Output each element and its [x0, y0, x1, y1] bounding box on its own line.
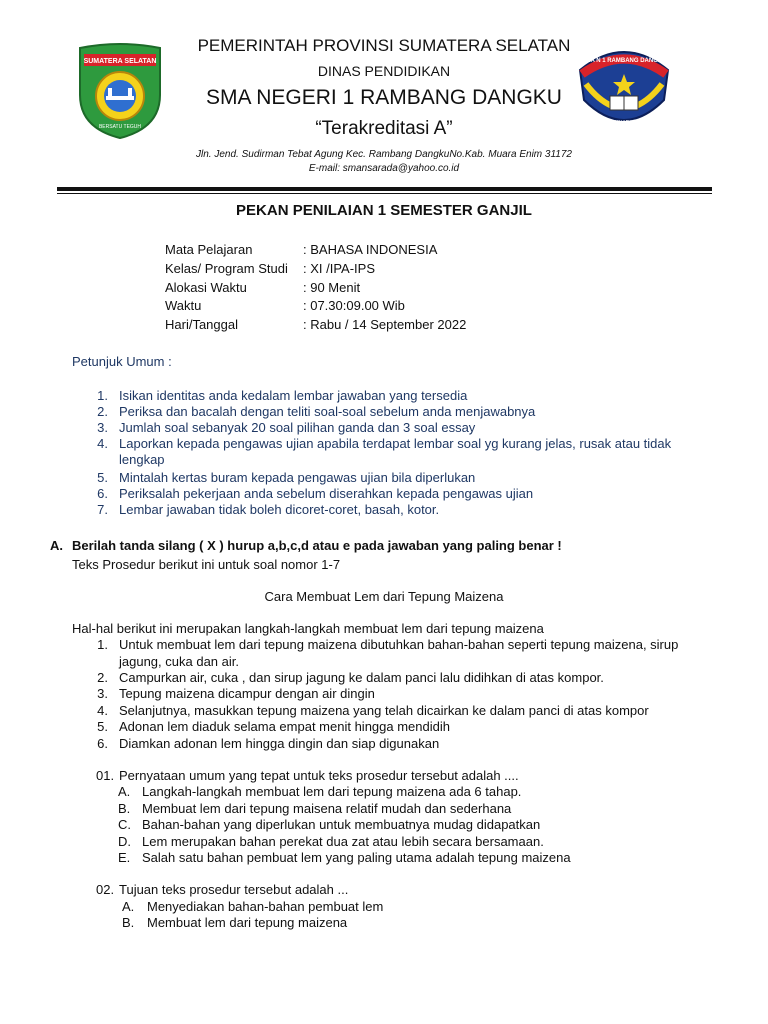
step-number: 4. [97, 703, 108, 718]
step-text: Selanjutnya, masukkan tepung maizena yang telah dicairkan ke dalam panci di atas kompor [119, 703, 649, 718]
step-text: Untuk membuat lem dari tepung maizena dibutuhkan bahan-bahan seperti tepung maizena, sirup [119, 637, 679, 652]
option-text[interactable]: Membuat lem dari tepung maizena [147, 915, 348, 930]
option-text[interactable]: Lem merupakan bahan perekat dua zat atau lebih secara bersamaan. [142, 834, 544, 849]
instruction-number: 3. [97, 420, 108, 435]
instruction-number: 4. [97, 436, 108, 451]
passage-title: Cara Membuat Lem dari Tepung Maizena [264, 589, 504, 604]
option-text[interactable]: Menyediakan bahan-bahan pembuat lem [147, 899, 384, 914]
info-value-date: : Rabu / 14 September 2022 [303, 317, 467, 332]
section-a-subtext: Teks Prosedur berikut ini untuk soal nomor 1-7 [72, 557, 341, 572]
option-letter[interactable]: B. [118, 801, 131, 816]
instruction-text-continued: lengkap [119, 452, 165, 467]
question-number: 02. [96, 882, 115, 897]
instructions-heading: Petunjuk Umum : [72, 354, 172, 369]
instruction-number: 6. [97, 486, 108, 501]
logo-left-top-text: SUMATERA SELATAN [83, 58, 157, 65]
step-text: Tepung maizena dicampur dengan air dingin [119, 686, 375, 701]
step-number: 6. [97, 736, 108, 751]
header-government: PEMERINTAH PROVINSI SUMATERA SELATAN [197, 36, 571, 55]
option-text[interactable]: Salah satu bahan pembuat lem yang paling utama adalah tepung maizena [142, 850, 571, 865]
instruction-text: Lembar jawaban tidak boleh dicoret-coret, basah, kotor. [119, 502, 440, 517]
info-value-class: : XI /IPA-IPS [303, 261, 376, 276]
header-email: E-mail: smansarada@yahoo.co.id [308, 163, 460, 174]
option-text[interactable]: Bahan-bahan yang diperlukan untuk membuatnya mudag didapatkan [142, 817, 541, 832]
info-value-subject: : BAHASA INDONESIA [303, 242, 438, 257]
info-label-date: Hari/Tanggal [165, 317, 238, 332]
instruction-number: 1. [97, 388, 108, 403]
step-text: Adonan lem diaduk selama empat menit hingga mendidih [119, 719, 450, 734]
step-text: Campurkan air, cuka , dan sirup jagung ke dalam panci lalu didihkan di atas kompor. [119, 670, 604, 685]
option-letter[interactable]: E. [118, 850, 131, 865]
header-divider-thin [57, 193, 712, 194]
instruction-text: Periksalah pekerjaan anda sebelum diserahkan kepada pengawas ujian [119, 486, 534, 501]
section-a-instruction: Berilah tanda silang ( X ) hurup a,b,c,d atau e pada jawaban yang paling benar ! [72, 538, 562, 553]
option-text[interactable]: Membuat lem dari tepung maisena relatif mudah dan sederhana [142, 801, 512, 816]
header-school-name: SMA NEGERI 1 RAMBANG DANGKU [206, 86, 562, 109]
info-label-class: Kelas/ Program Studi [165, 261, 288, 276]
logo-left-bottom-text: BERSATU TEGUH [98, 124, 142, 130]
info-label-duration: Alokasi Waktu [165, 280, 247, 295]
info-label-subject: Mata Pelajaran [165, 242, 253, 257]
passage-intro: Hal-hal berikut ini merupakan langkah-langkah membuat lem dari tepung maizena [72, 621, 544, 636]
instruction-text: Laporkan kepada pengawas ujian apabila terdapat lembar soal yg kurang jelas, rusak atau tidak [119, 436, 672, 451]
step-number: 3. [97, 686, 108, 701]
option-letter[interactable]: A. [118, 784, 131, 799]
header-department: DINAS PENDIDIKAN [317, 63, 451, 79]
step-text-continued: jagung, cuka dan air. [119, 654, 239, 669]
instruction-number: 7. [97, 502, 108, 517]
option-letter[interactable]: B. [122, 915, 135, 930]
header-address: Jln. Jend. Sudirman Tebat Agung Kec. Rambang DangkuNo.Kab. Muara Enim 31172 [196, 149, 572, 160]
section-a-letter: A. [50, 538, 63, 553]
instruction-text: Jumlah soal sebanyak 20 soal pilihan ganda dan 3 soal essay [119, 420, 476, 435]
info-value-duration: : 90 Menit [303, 280, 361, 295]
info-label-time: Waktu [165, 298, 202, 313]
logo-right-top-text: SMA N 1 RAMBANG DANGKU [581, 58, 667, 64]
instruction-text: Mintalah kertas buram kepada pengawas ujian bila diperlukan [119, 470, 476, 485]
header-divider [57, 187, 712, 191]
instruction-text: Periksa dan bacalah dengan teliti soal-soal sebelum anda menjawabnya [119, 404, 536, 419]
question-text: Tujuan teks prosedur tersebut adalah ... [119, 882, 349, 897]
step-number: 2. [97, 670, 108, 685]
question-number: 01. [96, 768, 115, 783]
option-letter[interactable]: A. [122, 899, 135, 914]
option-letter[interactable]: C. [118, 817, 131, 832]
option-text[interactable]: Langkah-langkah membuat lem dari tepung maizena ada 6 tahap. [142, 784, 522, 799]
instruction-number: 2. [97, 404, 108, 419]
logo-right-bottom-text: KAB. MUARA ENIM [601, 120, 647, 126]
step-number: 5. [97, 719, 108, 734]
instruction-text: Isikan identitas anda kedalam lembar jawaban yang tersedia [119, 388, 468, 403]
header-accreditation: “Terakreditasi A” [315, 118, 453, 139]
step-number: 1. [97, 637, 108, 652]
instruction-number: 5. [97, 470, 108, 485]
option-letter[interactable]: D. [118, 834, 131, 849]
exam-title: PEKAN PENILAIAN 1 SEMESTER GANJIL [236, 202, 532, 219]
question-text: Pernyataan umum yang tepat untuk teks prosedur tersebut adalah .... [119, 768, 519, 783]
info-value-time: : 07.30:09.00 Wib [303, 298, 405, 313]
step-text: Diamkan adonan lem hingga dingin dan siap digunakan [119, 736, 440, 751]
